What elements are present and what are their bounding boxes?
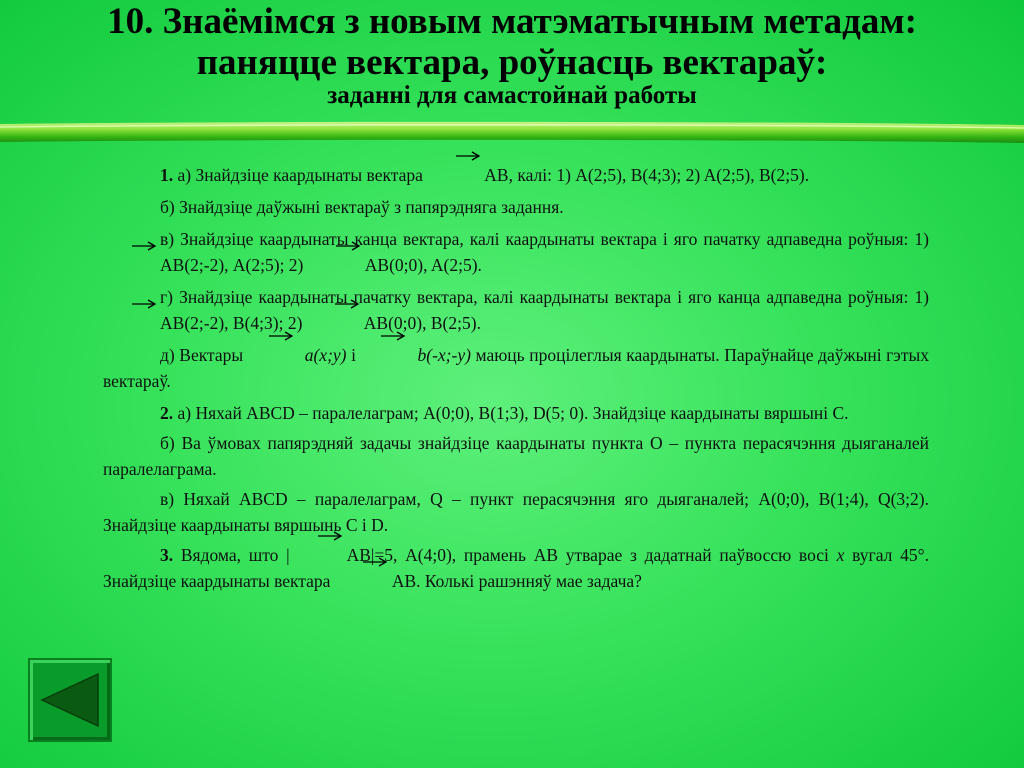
vector-ab: AB	[308, 252, 389, 278]
task-1c	[103, 226, 929, 278]
task-text: (2;-2), A(2;5); 2)	[184, 255, 308, 275]
task-text: , калі: 1) A(2;5), B(4;3); 2) A(2;5), B(2;5).	[508, 165, 810, 185]
task-text: (2;-2), B(4;3); 2)	[184, 313, 307, 333]
task-text: б) Знайдзіце даўжыні вектараў з папярэдняга задання.	[160, 197, 564, 217]
vector-ab: AB	[290, 542, 371, 568]
task-text: маюць процілеглыя каардынаты. Параўнайце даўжыні гэтых вектараў.	[103, 345, 929, 391]
task-text: вугал 45°. Знайдзіце каардынаты вектара	[103, 545, 929, 591]
vector-arrow-icon	[132, 241, 156, 251]
vector-ab: AB	[103, 252, 184, 278]
vector-arrow-icon	[318, 531, 342, 541]
vector-ab: AB	[335, 568, 416, 594]
task-text: а) Няхай ABCD – паралелаграм; A(0;0), B(1;3), D(5; 0). Знайдзіце каардынаты вяршыні C.	[173, 403, 849, 423]
task-1d	[103, 284, 929, 336]
task-1a	[103, 162, 929, 188]
vector-arrow-icon	[336, 241, 360, 251]
task-text: Вядома, што |	[173, 545, 290, 565]
vector-arrow-icon	[381, 331, 405, 341]
task-text: в) Знайдзіце каардынаты канца вектара, калі каардынаты вектара і яго пачатку адпаведна роўныя: 1)	[160, 229, 929, 249]
vector-arrow-icon	[335, 299, 359, 309]
task-text: а) Знайдзіце каардынаты вектара	[173, 165, 428, 185]
task-text: б) Ва ўмовах папярэдняй задачы знайдзіце каардынаты пункта O – пункта перасячэння дыяганалей паралелаграма.	[103, 433, 929, 479]
task-text: г) Знайдзіце каардынаты пачатку вектара, калі каардынаты вектара і яго канца адпаведна роўныя: 1)	[160, 287, 929, 307]
vector-arrow-icon	[456, 151, 480, 161]
task-text: . Колькі рашэнняў мае задача?	[416, 571, 642, 591]
task-text: (0;0), B(2;5).	[388, 313, 481, 333]
task-2b	[103, 430, 929, 482]
vector-coordinates: (-x;-y)	[426, 345, 471, 365]
left-triangle-icon	[30, 660, 110, 740]
vector-arrow-icon	[363, 557, 387, 567]
vector-ab: AB	[307, 310, 388, 336]
vector-b: b	[361, 342, 427, 368]
decorative-divider	[0, 119, 1024, 147]
tasks-content	[103, 162, 929, 598]
task-3	[103, 542, 929, 594]
task-text: (0;0), A(2;5).	[389, 255, 482, 275]
page-title-line-1: 10. Знаёмімся з новым матэматычным метадам:	[107, 1, 917, 42]
task-text: д) Вектары	[160, 345, 248, 365]
vector-a: a	[248, 342, 314, 368]
vector-arrow-icon	[269, 331, 293, 341]
task-text: в) Няхай ABCD – паралелаграм, Q – пункт перасячэння яго дыяганалей; A(0;0), B(1;4), Q(3;2). Знайдзіце каардынаты вяршынь C і D.	[103, 489, 929, 535]
task-text: і	[346, 345, 361, 365]
task-text: |=5, A(4;0), прамень AB утварае з дадатнай паўвоссю восі	[370, 545, 837, 565]
task-2a	[103, 400, 929, 426]
task-number: 1.	[160, 165, 174, 185]
task-number: 3.	[160, 545, 174, 565]
vector-arrow-icon	[132, 299, 156, 309]
task-number: 2.	[160, 403, 174, 423]
task-1e	[103, 342, 929, 394]
task-1b	[103, 194, 929, 220]
task-2c	[103, 486, 929, 538]
axis-name: x	[836, 545, 845, 565]
page-subtitle: заданні для самастойнай работы	[327, 82, 697, 109]
vector-coordinates: (x;y)	[313, 345, 347, 365]
vector-ab: AB	[103, 310, 184, 336]
title-block	[0, 0, 1024, 111]
vector-ab: AB	[427, 162, 508, 188]
back-button[interactable]	[28, 658, 112, 742]
page-title-line-2: паняцце вектара, роўнасць вектараў:	[196, 42, 828, 83]
